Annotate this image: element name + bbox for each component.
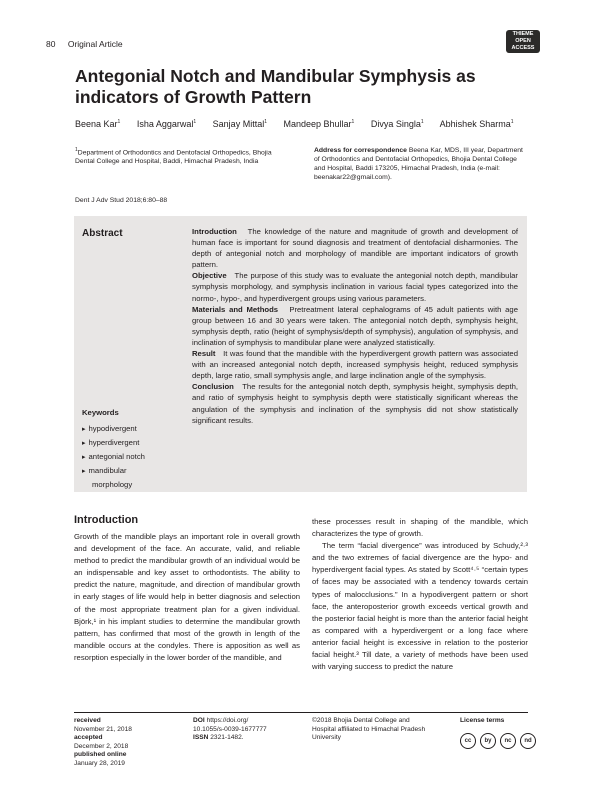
- accepted-date: December 2, 2018: [74, 742, 129, 750]
- introduction-heading: Introduction: [74, 514, 139, 526]
- keyword-item[interactable]: ▸ hypodivergent: [82, 422, 182, 436]
- license-label[interactable]: License terms: [460, 717, 505, 724]
- published-date: January 28, 2019: [74, 759, 125, 767]
- keyword-item-continuation[interactable]: morphology: [92, 480, 133, 489]
- page-number: 80: [46, 39, 56, 49]
- abstract-section: [192, 381, 518, 425]
- by-icon[interactable]: by: [480, 733, 496, 749]
- doi-value[interactable]: 10.1055/s-0039-1677777: [193, 725, 267, 733]
- abstract-section-label: Materials and Methods: [192, 304, 279, 314]
- author-name: Sanjay Mittal: [212, 119, 265, 129]
- citation: Dent J Adv Stud 2018;6:80–88: [75, 197, 168, 204]
- footer-dates: [74, 717, 184, 769]
- author-sup: 1: [193, 119, 197, 125]
- footer-divider: [74, 712, 528, 713]
- issn-label: ISSN: [193, 734, 209, 742]
- keywords: [82, 406, 182, 492]
- author[interactable]: [440, 119, 514, 129]
- paragraph: The term “facial divergence” was introduced by Schudy,²·³ and the two extremes of facial divergence are the hypo- and hyperdivergent facial types. As stated by Scott⁴·⁵ “certain types of faces may be associated with a tendency towards certain types of malocclusions.” In a hypodivergent pattern or short face, the anteroposterior growth exceeds vertical growth and the posterior facial height is more than the anterior facial height as compared with a hyperdivergent or a long face where anterior facial height is excessive in relation to the posterior facial height.³ Till date, a variety of methods have been used with varying success to predict the nature: [312, 541, 528, 672]
- abstract-section: [192, 226, 518, 270]
- abstract-section-label: Conclusion: [192, 382, 234, 392]
- author[interactable]: [213, 119, 267, 129]
- keyword-item[interactable]: ▸ hyperdivergent: [82, 436, 182, 450]
- keywords-heading: Keywords: [82, 408, 119, 417]
- section-label: Original Article: [67, 39, 123, 49]
- doi-label: DOI: [193, 717, 205, 724]
- author-sup: 1: [420, 119, 424, 125]
- published-label: published online: [74, 751, 127, 759]
- abstract-section-text: The purpose of this study was to evaluate the antegonial notch depth, mandibular symphysis morphology, and symphysis inclination in various facial types categorized into the normo-, hypo-, and hyperdivergent groups using various parameters.: [192, 271, 518, 303]
- author-name: Abhishek Sharma: [439, 119, 511, 129]
- correspondence: [314, 146, 529, 182]
- author-list: [75, 119, 535, 129]
- abstract-text: [192, 226, 518, 426]
- paragraph: these processes result in shaping of the mandible, which characterizes the type of growth.: [312, 517, 528, 539]
- affiliation: [75, 146, 285, 166]
- author-sup: 1: [351, 119, 355, 125]
- doi-link[interactable]: https://doi.org/: [206, 717, 249, 724]
- license-block: [460, 717, 530, 749]
- received-date: November 21, 2018: [74, 725, 132, 733]
- abstract-section-text: Pretreatment lateral cephalograms of 45 adult patients with age group between 16 and 30 years were taken. The antegonial notch depth, symphysis height, symphysis depth, ratio (height of symphysis/depth of symphysis), angulation of symphysis, and inclination of symphysis to mandibular plane were analyzed statistically.: [192, 304, 518, 347]
- affiliation-text: Department of Orthodontics and Dentofacial Orthopedics, Bhojia Dental College and Hospital, Baddi, Himachal Pradesh, India: [75, 149, 272, 166]
- abstract-section: [192, 270, 518, 303]
- author-sup: 1: [264, 119, 267, 125]
- author-name: Divya Singla: [370, 119, 421, 129]
- page-header: [46, 39, 123, 49]
- introduction-right-column: [312, 516, 528, 673]
- author-name: Mandeep Bhullar: [283, 119, 352, 129]
- nc-icon[interactable]: nc: [500, 733, 516, 749]
- license-icons: [460, 733, 530, 749]
- nd-icon[interactable]: nd: [520, 733, 536, 749]
- affiliation-sup: 1: [75, 147, 78, 153]
- footer-doi: [193, 717, 303, 743]
- cc-icon[interactable]: cc: [460, 733, 476, 749]
- received-label: received: [74, 717, 101, 724]
- logo-line: THIEME: [512, 31, 534, 37]
- keyword-item[interactable]: ▸ antegonial notch: [82, 450, 182, 464]
- footer-copyright: ©2018 Bhojia Dental College and Hospital affiliated to Himachal Pradesh University: [312, 717, 426, 742]
- correspondence-label: Address for correspondence: [314, 147, 407, 154]
- abstract-section-text: It was found that the mandible with the hyperdivergent growth pattern was associated with an increased antegonial notch depth, increased symphysis height, reduced symphysis depth, large ratio, small symphysis angle, and large inclination angle of the symphysis.: [192, 349, 518, 381]
- author[interactable]: [137, 119, 196, 129]
- abstract-section-text: The results for the antegonial notch depth, symphysis height, symphysis depth, and ratio of symphysis height to symphysis depth were statistically significant whereas the angulation of the symphysis and inclination of the symphysis did not show statistically significant results.: [192, 382, 518, 425]
- introduction-left-column: Growth of the mandible plays an important role in overall growth and development of the face. An accurate, valid, and reliable method to predict the mandibular growth of an individual would be an indispensable and key asset to orthodontists. The ability to predict the nature, magnitude, and direction of mandibular growth in early stages of life would help in better diagnosis and selection of the most appropriate treatment plan for a given individual. Björk,¹ in his implant studies to determine the mandibular growth pattern, has confirmed that most of the growth in length of the mandible occurs at the condyles. There is apposition as well as resorption especially in the lower border of the mandible, and: [74, 532, 300, 662]
- thieme-open-access-logo: [506, 30, 540, 53]
- logo-line: OPEN: [515, 38, 531, 44]
- keyword-item[interactable]: ▸ mandibular: [82, 464, 182, 478]
- article-title: Antegonial Notch and Mandibular Symphysis as indicators of Growth Pattern: [75, 66, 476, 107]
- issn-value: 2321-1482.: [210, 734, 244, 742]
- author-name: Beena Kar: [75, 119, 118, 129]
- abstract-section-label: Objective: [192, 271, 227, 281]
- correspondence-text[interactable]: Beena Kar, MDS, III year, Department of Orthodontics and Dentofacial Orthopedics, Bhojia Dental College and Hospital, Baddi 173205, Himachal Pradesh, India (e-mail: beenakar22@gmail.com).: [314, 147, 523, 181]
- accepted-label: accepted: [74, 734, 103, 742]
- logo-line: ACCESS: [511, 45, 535, 51]
- author[interactable]: [284, 119, 355, 129]
- author-name: Isha Aggarwal: [136, 119, 194, 129]
- abstract-section: [192, 348, 518, 381]
- author[interactable]: [75, 119, 120, 129]
- abstract-section-text: The knowledge of the nature and magnitude of growth and development of human face is important for sound diagnosis and treatment of dentofacial disharmonies. The depth of antegonial notch and morphology of mandible are important indicators of growth pattern.: [192, 227, 518, 270]
- author[interactable]: [371, 119, 424, 129]
- abstract-section-label: Result: [192, 349, 216, 359]
- author-sup: 1: [510, 119, 514, 125]
- author-sup: 1: [117, 119, 121, 125]
- abstract-heading: Abstract: [82, 228, 123, 239]
- abstract-section-label: Introduction: [192, 227, 237, 236]
- abstract-section: [192, 304, 518, 348]
